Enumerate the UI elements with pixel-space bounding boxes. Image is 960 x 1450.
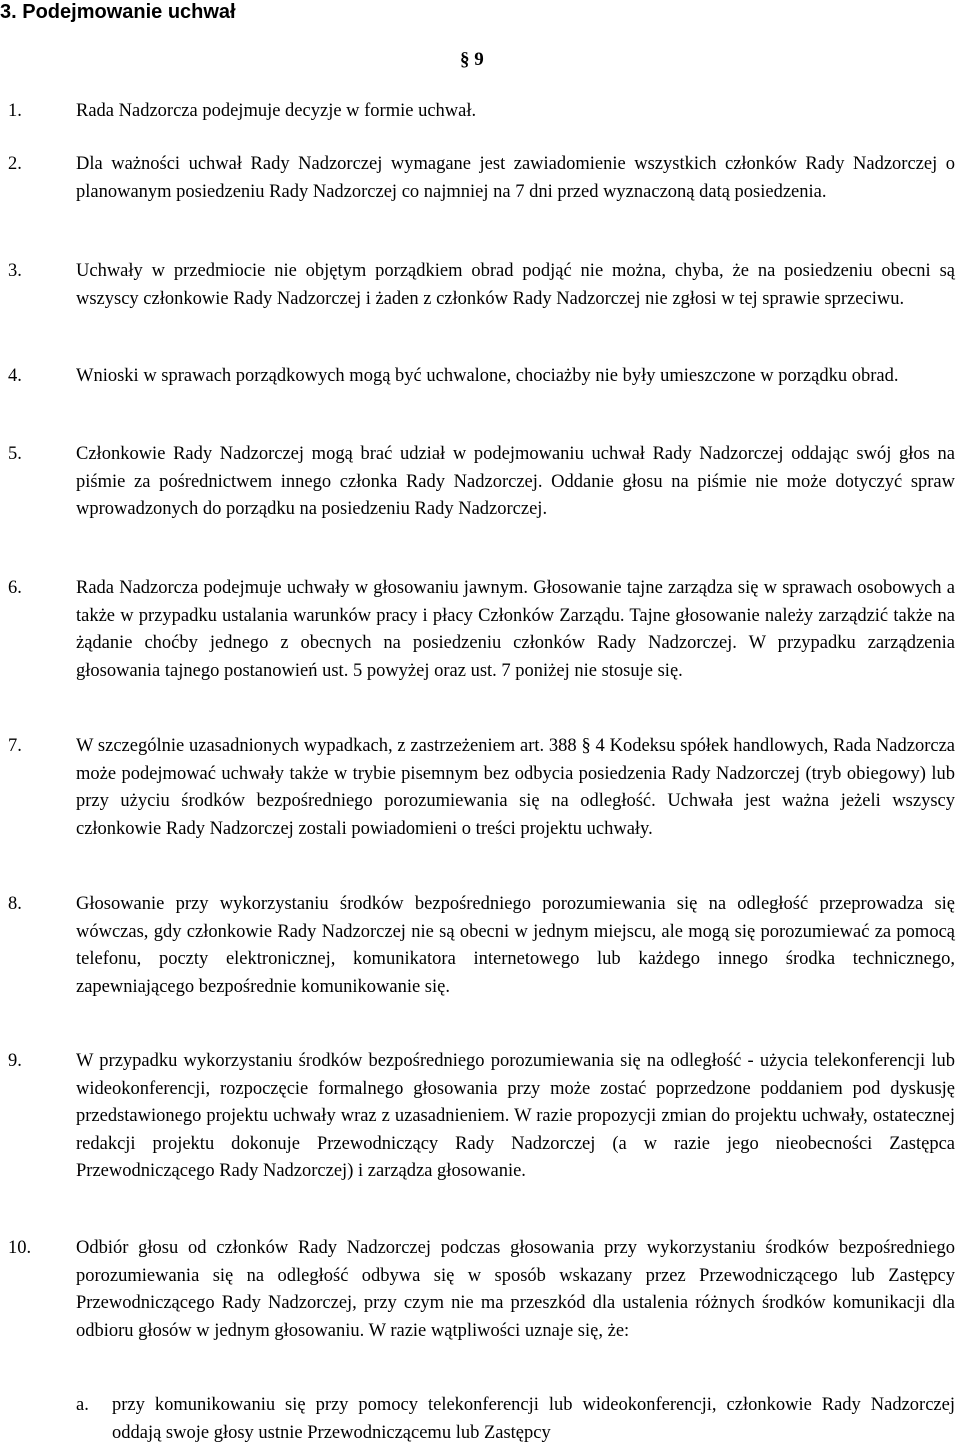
item-number: 9. bbox=[8, 1051, 22, 1071]
item-number: 8. bbox=[8, 894, 22, 914]
paragraph-symbol-number: § 9 bbox=[460, 49, 484, 70]
item-text: Rada Nadzorcza podejmuje decyzje w formie uchwał. bbox=[76, 101, 477, 121]
section-heading: 3. Podejmowanie uchwał bbox=[0, 1, 236, 23]
list-item bbox=[8, 258, 955, 313]
item-text: Głosowanie przy wykorzystaniu środków bezpośredniego porozumiewania się na odległość przeprowadza się wówczas, gdy członkowie Rady Nadzorczej nie są obecni w jednym miejscu, ale mogą się porozumiewać za pomocą telefonu, poczty elektronicznej, komunikatora internetowego lub każdego innego środka technicznego, zapewniającego bezpośrednie komunikowanie się. bbox=[76, 894, 955, 997]
list-item bbox=[8, 151, 955, 206]
sub-list-item bbox=[76, 1392, 955, 1447]
item-text: W szczególnie uzasadnionych wypadkach, z zastrzeżeniem art. 388 § 4 Kodeksu spółek handlowych, Rada Nadzorcza może podejmować uchwały także w trybie pisemnym bez odbycia posiedzenia Rady Nadzorczej (tryb obiegowy) lub przy użyciu środków bezpośredniego porozumiewania się na odległość. Uchwała jest ważna jeżeli wszyscy członkowie Rady Nadzorczej zostali powiadomieni o treści projektu uchwały. bbox=[76, 736, 955, 839]
list-item bbox=[8, 891, 955, 1001]
item-text: Odbiór głosu od członków Rady Nadzorczej podczas głosowania przy wykorzystaniu środków bezpośredniego porozumiewania się na odległość odbywa się w sposób wskazany przez Przewodniczącego lub Zastępcy Przewodniczącego Rady Nadzorczej, przy czym nie ma przeszkód dla ustalenia różnych środków komunikacji dla odbioru głosów w jednym głosowaniu. W razie wątpliwości uznaje się, że: bbox=[76, 1238, 955, 1341]
item-text: Dla ważności uchwał Rady Nadzorczej wymagane jest zawiadomienie wszystkich członków Rady Nadzorczej o planowanym posiedzeniu Rady Nadzorczej co najmniej na 7 dni przed wyznaczoną datą posiedzenia. bbox=[76, 154, 955, 202]
item-number: 3. bbox=[8, 261, 22, 281]
list-item bbox=[8, 1048, 955, 1186]
list-item bbox=[8, 575, 955, 685]
sub-item-text: przy komunikowaniu się przy pomocy telekonferencji lub wideokonferencji, członkowie Rady Nadzorczej oddają swoje głosy ustnie Przewodniczącemu lub Zastępcy bbox=[112, 1395, 955, 1443]
item-number: 1. bbox=[8, 101, 22, 121]
item-number: 2. bbox=[8, 154, 22, 174]
item-text: W przypadku wykorzystaniu środków bezpośredniego porozumiewania się na odległość - użycia telekonferencji lub wideokonferencji, rozpoczęcie formalnego głosowania przy może zostać poprzedzone poddaniem pod dyskusję przedstawionego projektu uchwały wraz z uzasadnieniem. W razie propozycji zmian do projektu uchwały, ostatecznej redakcji projektu dokonuje Przewodniczący Rady Nadzorczej (a w razie jego nieobecności Zastępca Przewodniczącego Rady Nadzorczej) i zarządza głosowanie. bbox=[76, 1051, 955, 1182]
sub-item-letter: a. bbox=[76, 1395, 89, 1415]
list-item bbox=[8, 441, 955, 524]
list-item bbox=[8, 733, 955, 843]
item-text: Uchwały w przedmiocie nie objętym porządkiem obrad podjąć nie można, chyba, że na posiedzeniu obecni są wszyscy członkowie Rady Nadzorczej i żaden z członków Rady Nadzorczej nie zgłosi w tej sprawie sprzeciwu. bbox=[76, 261, 955, 309]
item-number: 4. bbox=[8, 366, 22, 386]
item-number: 7. bbox=[8, 736, 22, 756]
list-item bbox=[8, 1235, 955, 1345]
item-text: Wnioski w sprawach porządkowych mogą być uchwalone, chociażby nie były umieszczone w porządku obrad. bbox=[76, 366, 899, 386]
item-number: 10. bbox=[8, 1238, 32, 1258]
item-number: 5. bbox=[8, 444, 22, 464]
list-item bbox=[8, 98, 955, 126]
item-text: Członkowie Rady Nadzorczej mogą brać udział w podejmowaniu uchwał Rady Nadzorczej oddając swój głos na piśmie za pośrednictwem innego członka Rady Nadzorczej. Oddanie głosu na piśmie nie może dotyczyć spraw wprowadzonych do porządku na posiedzeniu Rady Nadzorczej. bbox=[76, 444, 955, 520]
item-text: Rada Nadzorcza podejmuje uchwały w głosowaniu jawnym. Głosowanie tajne zarządza się w sprawach osobowych a także w przypadku ustalania warunków pracy i płacy Członków Zarządu. Tajne głosowanie należy zarządzić także na żądanie choćby jednego z obecnych na posiedzeniu członków Rady Nadzorczej. W przypadku zarządzenia głosowania tajnego postanowień ust. 5 powyżej oraz ust. 7 poniżej nie stosuje się. bbox=[76, 578, 955, 681]
item-number: 6. bbox=[8, 578, 22, 598]
list-item bbox=[8, 363, 955, 391]
